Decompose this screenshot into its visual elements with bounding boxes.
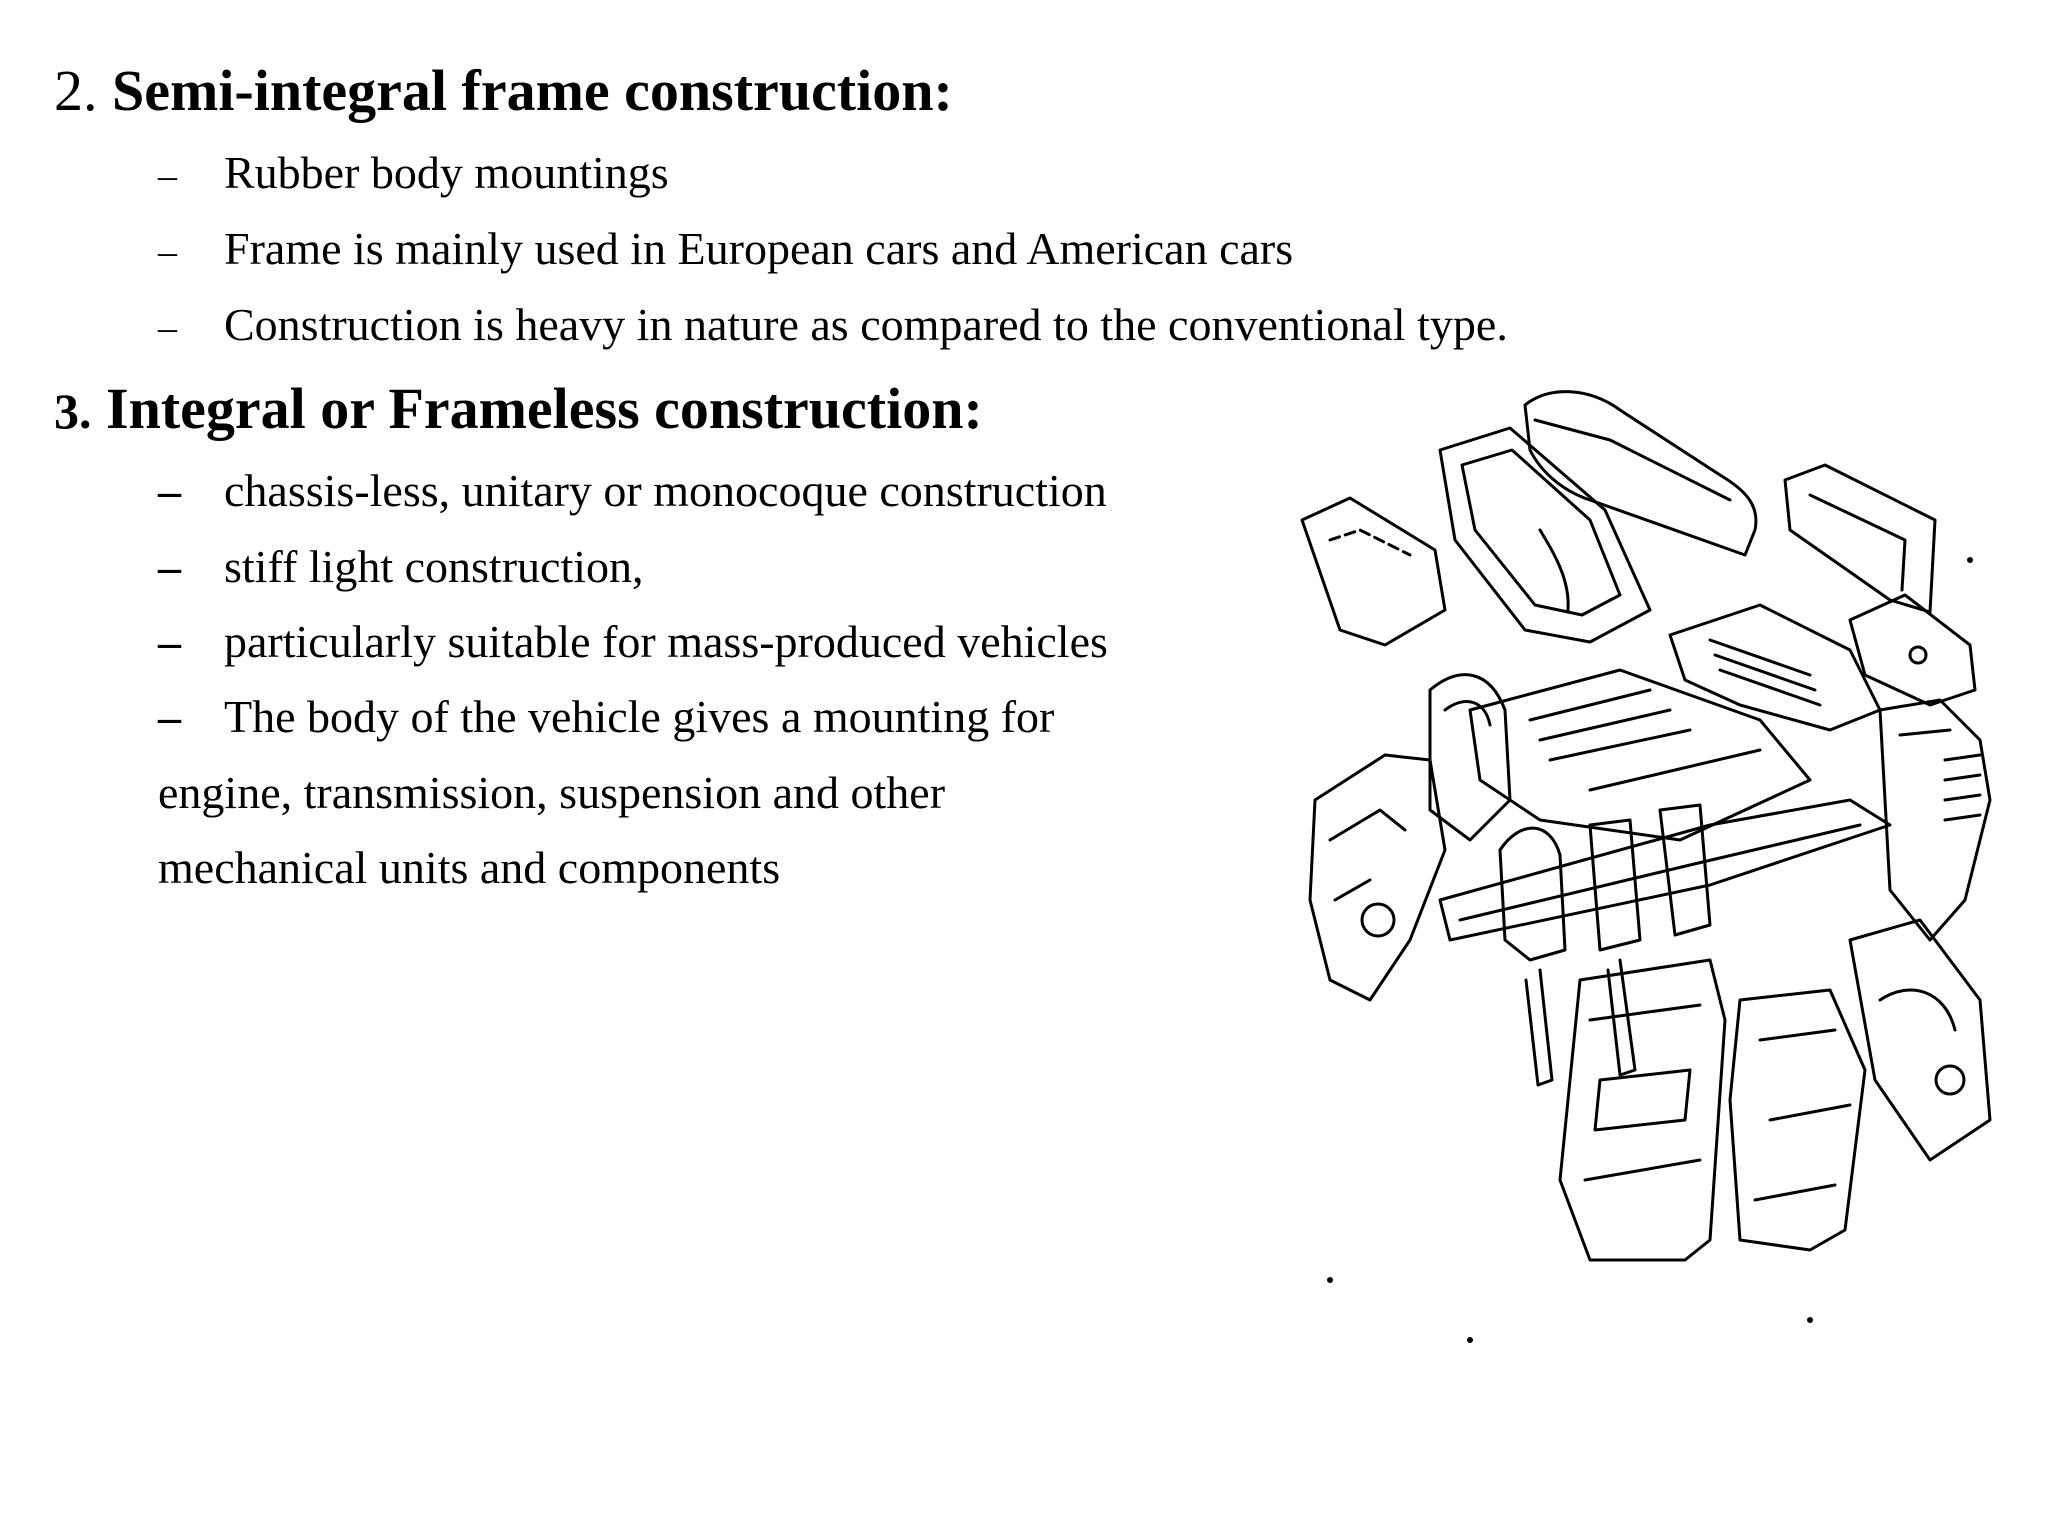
bullet-text: Construction is heavy in nature as compared to the conventional type. [224, 299, 1508, 350]
bullet-dash: – [158, 155, 177, 197]
bullet-dash: – [158, 307, 177, 349]
section-2-title: Semi-integral frame construction: [112, 58, 953, 123]
list-item [158, 223, 1294, 274]
bullet-dash: – [158, 465, 181, 516]
bullet-dash: – [158, 231, 177, 273]
bullet-text: particularly suitable for mass-produced vehicles [224, 616, 1108, 667]
bullet-text: chassis-less, unitary or monocoque construction [224, 465, 1107, 516]
section-2-heading [54, 58, 953, 123]
list-item [158, 691, 1055, 742]
bullet-continuation: mechanical units and components [158, 842, 781, 893]
section-3-title: Integral or Frameless construction: [106, 376, 983, 441]
bullet-text: Rubber body mountings [224, 147, 669, 198]
section-2-number: 2. [54, 58, 98, 123]
exploded-car-body-icon [1290, 380, 1995, 1360]
bullet-continuation: engine, transmission, suspension and other [158, 767, 946, 818]
bullet-dash: – [158, 691, 181, 742]
list-item [158, 616, 1108, 667]
bullet-dash: – [158, 541, 181, 592]
section-3-number: 3. [54, 383, 92, 439]
bullet-dash: – [158, 616, 181, 667]
list-item [158, 465, 1107, 516]
bullet-text: Frame is mainly used in European cars and American cars [224, 223, 1294, 274]
list-item [158, 299, 1508, 350]
list-item [158, 541, 644, 592]
bullet-text: The body of the vehicle gives a mounting for [224, 691, 1055, 742]
list-item [158, 147, 669, 198]
bullet-text: stiff light construction, [224, 541, 644, 592]
section-3-heading [54, 376, 983, 441]
